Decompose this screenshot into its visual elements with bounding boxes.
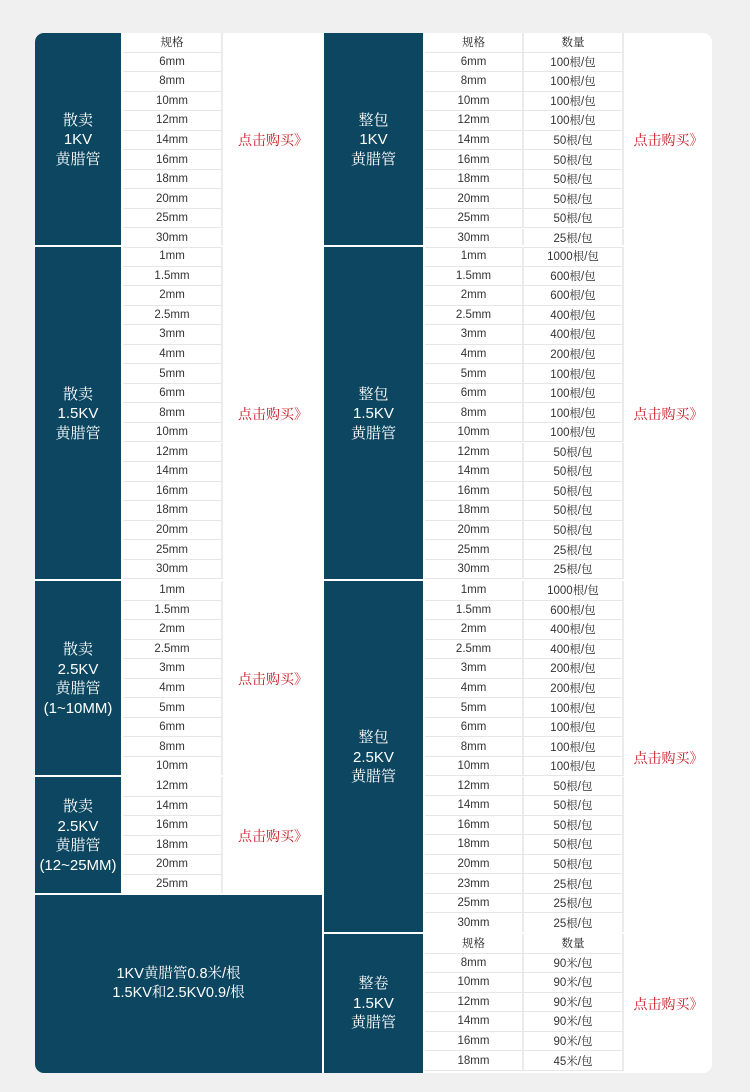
length-note-text (112, 965, 244, 1004)
label-line: 散卖 (62, 641, 93, 658)
spec-cell: 1.5mm (123, 601, 223, 621)
spec-cell: 12mm (425, 777, 524, 797)
spec-cell: 14mm (425, 131, 524, 151)
spec-cell: 3mm (425, 325, 524, 345)
right-group-label-0 (324, 33, 423, 247)
qty-cell: 400根/包 (524, 640, 624, 660)
spec-cell: 12mm (123, 443, 223, 463)
label-line: 1KV (63, 131, 93, 149)
spec-header: 规格 (425, 934, 524, 954)
qty-cell: 25根/包 (524, 913, 624, 933)
spec-cell: 1mm (123, 247, 223, 267)
label-line: 黄腊管 (55, 150, 101, 168)
spec-cell: 14mm (425, 462, 524, 482)
left-group-label-0-text (55, 111, 100, 170)
spec-cell: 20mm (425, 189, 524, 209)
spec-cell: 25mm (425, 540, 524, 560)
spec-cell: 4mm (425, 679, 524, 699)
right-group-label-1-text (351, 385, 396, 444)
spec-cell: 25mm (425, 894, 524, 914)
spec-cell: 14mm (425, 796, 524, 816)
label-line: 1.5KV (353, 994, 394, 1012)
qty-cell: 25根/包 (524, 229, 624, 249)
left-group-label-2 (35, 581, 121, 777)
label-line: 黄腊管 (350, 1014, 396, 1032)
label-line: 2.5KV (57, 817, 99, 835)
spec-cell: 6mm (425, 384, 524, 404)
qty-cell: 90米/包 (524, 973, 624, 993)
spec-cell: 18mm (425, 170, 524, 190)
label-line: 1.5KV (353, 405, 394, 423)
right-group-label-3 (324, 934, 423, 1073)
spec-cell: 2mm (425, 286, 524, 306)
spec-cell: 20mm (123, 521, 223, 541)
spec-cell: 6mm (123, 718, 223, 738)
spec-cell: 8mm (123, 403, 223, 423)
spec-cell: 12mm (425, 443, 524, 463)
qty-cell: 100根/包 (524, 111, 624, 131)
spec-cell: 1.5mm (123, 267, 223, 287)
qty-cell: 45米/包 (524, 1051, 624, 1071)
qty-cell: 50根/包 (524, 170, 624, 190)
spec-cell: 20mm (425, 521, 524, 541)
spec-cell: 16mm (425, 1032, 524, 1052)
spec-cell: 10mm (123, 757, 223, 777)
qty-cell: 25根/包 (524, 874, 624, 894)
qty-cell: 100根/包 (524, 757, 624, 777)
left-group-label-3-text (39, 797, 116, 875)
buy-link-right-1[interactable]: 点击购买》 (633, 406, 704, 422)
group-separator (35, 893, 323, 895)
qty-cell: 600根/包 (524, 286, 624, 306)
right-group-label-1 (324, 247, 423, 581)
spec-cell: 5mm (123, 698, 223, 718)
spec-cell: 8mm (425, 954, 524, 974)
buy-link-right-0[interactable]: 点击购买》 (633, 132, 704, 148)
qty-cell: 100根/包 (524, 423, 624, 443)
spec-cell: 10mm (425, 92, 524, 112)
group-separator (324, 245, 712, 247)
spec-cell: 12mm (123, 777, 223, 797)
buy-link-left-2[interactable]: 点击购买》 (238, 671, 308, 687)
qty-cell: 400根/包 (524, 306, 624, 326)
spec-cell: 25mm (123, 209, 223, 229)
spec-cell: 8mm (123, 737, 223, 757)
qty-cell: 90米/包 (524, 993, 624, 1013)
qty-cell: 100根/包 (524, 92, 624, 112)
qty-cell: 100根/包 (524, 364, 624, 384)
qty-cell: 50根/包 (524, 816, 624, 836)
spec-cell: 1mm (123, 581, 223, 601)
spec-cell: 3mm (123, 325, 223, 345)
spec-cell: 30mm (425, 560, 524, 580)
qty-cell: 200根/包 (524, 679, 624, 699)
qty-cell: 50根/包 (524, 189, 624, 209)
spec-cell: 1mm (425, 247, 524, 267)
group-separator (35, 775, 323, 777)
spec-header: 规格 (425, 33, 524, 53)
qty-cell: 90米/包 (524, 1032, 624, 1052)
left-group-label-1-text (55, 385, 100, 444)
label-line: (1~10MM) (43, 699, 113, 717)
right-group-label-2-text (351, 728, 396, 787)
group-separator (35, 579, 323, 581)
label-line: 整卷 (358, 975, 389, 993)
qty-cell: 50根/包 (524, 131, 624, 151)
spec-cell: 18mm (425, 1051, 524, 1071)
spec-cell: 5mm (425, 364, 524, 384)
left-group-label-0 (35, 33, 121, 247)
qty-cell: 90米/包 (524, 1012, 624, 1032)
label-line: 散卖 (62, 111, 93, 129)
label-line: 黄腊管 (350, 424, 396, 442)
spec-cell: 18mm (123, 170, 223, 190)
spec-cell: 30mm (123, 560, 223, 580)
spec-cell: 5mm (123, 364, 223, 384)
label-line: 黄腊管 (350, 150, 396, 168)
qty-cell: 25根/包 (524, 560, 624, 580)
spec-cell: 30mm (425, 913, 524, 933)
qty-cell: 100根/包 (524, 698, 624, 718)
qty-cell: 50根/包 (524, 150, 624, 170)
spec-cell: 6mm (123, 53, 223, 73)
qty-cell: 25根/包 (524, 540, 624, 560)
spec-cell: 6mm (123, 384, 223, 404)
qty-cell: 100根/包 (524, 718, 624, 738)
spec-cell: 10mm (123, 423, 223, 443)
spec-cell: 10mm (425, 423, 524, 443)
spec-cell: 1.5mm (425, 601, 524, 621)
spec-cell: 16mm (425, 482, 524, 502)
label-line: 黄腊管 (55, 424, 101, 442)
qty-header: 数量 (524, 934, 624, 954)
label-line: 黄腊管 (55, 837, 101, 854)
right-group-label-2 (324, 581, 423, 934)
qty-cell: 100根/包 (524, 53, 624, 73)
spec-cell: 4mm (123, 345, 223, 365)
spec-cell: 8mm (425, 403, 524, 423)
spec-cell: 2.5mm (425, 640, 524, 660)
buy-link-left-1[interactable]: 点击购买》 (238, 406, 308, 422)
spec-cell: 14mm (425, 1012, 524, 1032)
spec-cell: 20mm (123, 855, 223, 875)
spec-cell: 6mm (425, 53, 524, 73)
spec-cell: 16mm (425, 816, 524, 836)
spec-cell: 2.5mm (123, 640, 223, 660)
qty-cell: 100根/包 (524, 384, 624, 404)
qty-cell: 90米/包 (524, 954, 624, 974)
buy-link-right-2[interactable]: 点击购买》 (633, 749, 704, 766)
qty-cell: 50根/包 (524, 521, 624, 541)
qty-cell: 200根/包 (524, 345, 624, 365)
buy-link-left-3[interactable]: 点击购买》 (238, 828, 308, 844)
buy-link-left-0[interactable]: 点击购买》 (238, 132, 308, 148)
qty-cell: 400根/包 (524, 325, 624, 345)
label-line: 2.5KV (353, 748, 394, 766)
label-line: 黄腊管 (350, 768, 396, 786)
qty-cell: 100根/包 (524, 737, 624, 757)
spec-header: 规格 (123, 33, 223, 53)
spec-cell: 14mm (123, 462, 223, 482)
spec-cell: 12mm (425, 993, 524, 1013)
spec-cell: 12mm (123, 111, 223, 131)
label-line: 整包 (358, 729, 389, 747)
spec-cell: 6mm (425, 718, 524, 738)
spec-cell: 1.5mm (425, 267, 524, 287)
spec-cell: 10mm (425, 757, 524, 777)
spec-cell: 2mm (425, 620, 524, 640)
spec-cell: 18mm (123, 501, 223, 521)
qty-header: 数量 (524, 33, 624, 53)
spec-cell: 20mm (425, 855, 524, 875)
qty-cell: 400根/包 (524, 620, 624, 640)
spec-cell: 30mm (123, 229, 223, 249)
qty-cell: 100根/包 (524, 403, 624, 423)
group-separator (324, 579, 712, 581)
spec-cell: 30mm (425, 229, 524, 249)
spec-cell: 3mm (425, 659, 524, 679)
spec-cell: 18mm (425, 835, 524, 855)
spec-cell: 5mm (425, 698, 524, 718)
left-group-label-3 (35, 777, 121, 895)
spec-cell: 14mm (123, 797, 223, 817)
qty-cell: 50根/包 (524, 855, 624, 875)
spec-cell: 4mm (425, 345, 524, 365)
spec-cell: 4mm (123, 679, 223, 699)
label-line: 1KV (359, 131, 388, 149)
buy-link-right-3[interactable]: 点击购买》 (633, 995, 704, 1012)
spec-cell: 16mm (123, 482, 223, 502)
label-line: 黄腊管 (55, 680, 101, 697)
label-line: 2.5KV (57, 660, 99, 678)
right-group-label-0-text (351, 111, 396, 170)
group-separator (35, 245, 323, 247)
qty-cell: 50根/包 (524, 462, 624, 482)
left-group-label-2-text (44, 640, 113, 718)
qty-cell: 50根/包 (524, 796, 624, 816)
left-group-label-1 (35, 247, 121, 581)
spec-cell: 20mm (123, 189, 223, 209)
spec-cell: 8mm (123, 72, 223, 92)
spec-cell: 3mm (123, 659, 223, 679)
spec-cell: 8mm (425, 737, 524, 757)
qty-cell: 600根/包 (524, 601, 624, 621)
spec-cell: 23mm (425, 874, 524, 894)
spec-cell: 16mm (123, 150, 223, 170)
spec-cell: 1mm (425, 581, 524, 601)
spec-cell: 16mm (123, 816, 223, 836)
note-line: 1.5KV和2.5KV0.9/根 (112, 985, 245, 1001)
qty-cell: 25根/包 (524, 894, 624, 914)
right-group-label-3-text (351, 974, 396, 1033)
qty-cell: 50根/包 (524, 777, 624, 797)
length-note (35, 895, 322, 1073)
spec-cell: 2.5mm (425, 306, 524, 326)
spec-cell: 25mm (123, 875, 223, 895)
spec-cell: 2.5mm (123, 306, 223, 326)
label-line: 1.5KV (57, 405, 99, 423)
label-line: 整包 (358, 385, 389, 403)
spec-cell: 10mm (123, 92, 223, 112)
qty-cell: 50根/包 (524, 501, 624, 521)
label-line: (12~25MM) (39, 856, 117, 874)
spec-cell: 18mm (123, 836, 223, 856)
spec-cell: 8mm (425, 72, 524, 92)
qty-cell: 100根/包 (524, 72, 624, 92)
spec-cell: 14mm (123, 131, 223, 151)
spec-cell: 16mm (425, 150, 524, 170)
spec-cell: 18mm (425, 501, 524, 521)
qty-cell: 50根/包 (524, 835, 624, 855)
spec-cell: 25mm (425, 209, 524, 229)
qty-cell: 600根/包 (524, 267, 624, 287)
qty-cell: 1000根/包 (524, 581, 624, 601)
qty-cell: 50根/包 (524, 482, 624, 502)
qty-cell: 50根/包 (524, 209, 624, 229)
spec-cell: 2mm (123, 620, 223, 640)
spec-cell: 2mm (123, 286, 223, 306)
product-spec-board (35, 33, 712, 1073)
qty-cell: 200根/包 (524, 659, 624, 679)
qty-cell: 1000根/包 (524, 247, 624, 267)
spec-cell: 25mm (123, 540, 223, 560)
spec-cell: 10mm (425, 973, 524, 993)
group-separator (324, 932, 712, 934)
label-line: 散卖 (62, 798, 93, 815)
qty-cell: 50根/包 (524, 443, 624, 463)
spec-cell: 12mm (425, 111, 524, 131)
label-line: 散卖 (62, 385, 93, 403)
label-line: 整包 (358, 111, 389, 129)
note-line: 1KV黄腊管0.8米/根 (116, 965, 241, 982)
